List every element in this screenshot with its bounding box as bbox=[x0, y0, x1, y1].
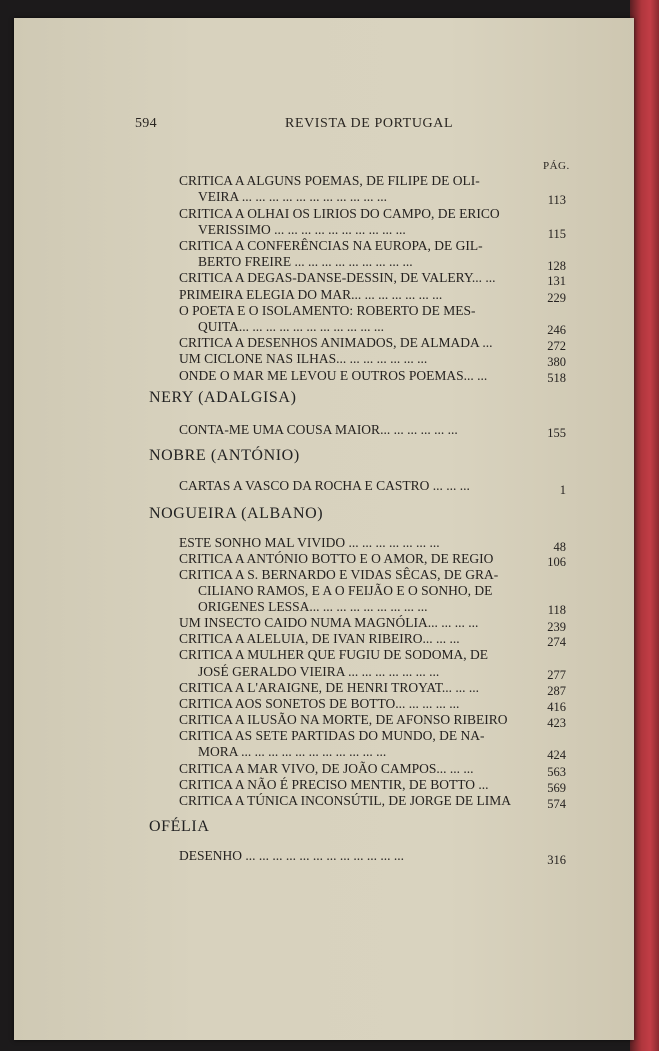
book-page bbox=[14, 18, 634, 1040]
entry-page-number: 424 bbox=[547, 748, 566, 762]
index-entry: CRITICA AOS SONETOS DE BOTTO... ... ... ... ... bbox=[179, 696, 460, 711]
entry-page-number: 106 bbox=[547, 555, 566, 569]
index-entry: CRITICA A OLHAI OS LIRIOS DO CAMPO, DE ERICO bbox=[179, 206, 500, 221]
entry-page-number: 131 bbox=[547, 274, 566, 288]
entry-page-number: 246 bbox=[547, 323, 566, 337]
entry-page-number: 274 bbox=[547, 635, 566, 649]
index-entry: ESTE SONHO MAL VIVIDO ... ... ... ... ... ... ... bbox=[179, 535, 440, 550]
index-entry: CRITICA A DEGAS-DANSE-DESSIN, DE VALERY... ... bbox=[179, 270, 496, 285]
index-entry: DESENHO ... ... ... ... ... ... ... ... ... ... ... ... bbox=[179, 848, 404, 863]
index-entry: CONTA-ME UMA COUSA MAIOR... ... ... ... ... ... bbox=[179, 422, 458, 437]
index-entry: CRITICA A NÃO É PRECISO MENTIR, DE BOTTO ... bbox=[179, 777, 489, 792]
entry-page-number: 569 bbox=[547, 781, 566, 795]
entry-page-number: 277 bbox=[547, 668, 566, 682]
page-header bbox=[135, 116, 655, 136]
entry-page-number: 239 bbox=[547, 620, 566, 634]
index-entry: CRITICA AS SETE PARTIDAS DO MUNDO, DE NA- bbox=[179, 728, 485, 743]
entry-page-number: 563 bbox=[547, 765, 566, 779]
entry-page-number: 118 bbox=[547, 603, 566, 617]
entry-page-number: 115 bbox=[547, 227, 566, 241]
author-heading: NERY (ADALGISA) bbox=[149, 389, 297, 406]
index-entry: QUITA... ... ... ... ... ... ... ... ... ... ... bbox=[198, 319, 385, 334]
index-entry: O POETA E O ISOLAMENTO: ROBERTO DE MES- bbox=[179, 303, 476, 318]
entry-page-number: 272 bbox=[547, 339, 566, 353]
index-entry: PRIMEIRA ELEGIA DO MAR... ... ... ... ... ... ... bbox=[179, 287, 443, 302]
author-heading: NOGUEIRA (ALBANO) bbox=[149, 505, 324, 522]
book-edge bbox=[630, 0, 659, 1051]
entry-page-number: 1 bbox=[559, 483, 566, 497]
index-entry: CRITICA A MAR VIVO, DE JOÃO CAMPOS... ... ... bbox=[179, 761, 474, 776]
index-entry: CARTAS A VASCO DA ROCHA E CASTRO ... ... ... bbox=[179, 478, 470, 493]
author-heading: NOBRE (ANTÓNIO) bbox=[149, 447, 300, 464]
index-entry: VERISSIMO ... ... ... ... ... ... ... ... ... ... bbox=[198, 222, 406, 237]
index-entry: CRITICA A DESENHOS ANIMADOS, DE ALMADA ... bbox=[179, 335, 493, 350]
index-entry: MORA ... ... ... ... ... ... ... ... ... ... ... bbox=[198, 744, 387, 759]
entry-page-number: 128 bbox=[547, 259, 566, 273]
entry-page-number: 518 bbox=[547, 371, 566, 385]
page-number: 594 bbox=[135, 116, 157, 131]
entry-page-number: 48 bbox=[553, 540, 566, 554]
index-entry: CRITICA A L'ARAIGNE, DE HENRI TROYAT... ... ... bbox=[179, 680, 480, 695]
index-entry: VEIRA ... ... ... ... ... ... ... ... ... ... ... bbox=[198, 189, 387, 204]
author-heading: OFÉLIA bbox=[149, 818, 210, 835]
index-entry: CRITICA A ALGUNS POEMAS, DE FILIPE DE OLI- bbox=[179, 173, 480, 188]
entry-page-number: 316 bbox=[547, 853, 566, 867]
entry-page-number: 155 bbox=[547, 426, 566, 440]
index-entry: ORIGENES LESSA... ... ... ... ... ... ... ... ... bbox=[198, 599, 428, 614]
entry-page-number: 287 bbox=[547, 684, 566, 698]
index-entry: CRITICA A TÚNICA INCONSÚTIL, DE JORGE DE LIMA bbox=[179, 793, 512, 808]
page-column-label: PÁG. bbox=[543, 160, 570, 172]
entry-page-number: 416 bbox=[547, 700, 566, 714]
index-entry: UM INSECTO CAIDO NUMA MAGNÓLIA... ... ... ... bbox=[179, 615, 479, 630]
index-entry: ONDE O MAR ME LEVOU E OUTROS POEMAS... ... bbox=[179, 368, 488, 383]
index-entry: CRITICA A CONFERÊNCIAS NA EUROPA, DE GIL- bbox=[179, 238, 483, 253]
index-entry: CRITICA A ILUSÃO NA MORTE, DE AFONSO RIBEIRO bbox=[179, 712, 508, 727]
index-entry: CILIANO RAMOS, E A O FEIJÃO E O SONHO, DE bbox=[198, 583, 493, 598]
index-entry: JOSÉ GERALDO VIEIRA ... ... ... ... ... ... ... bbox=[198, 664, 440, 679]
journal-title: REVISTA DE PORTUGAL bbox=[285, 116, 454, 131]
entry-page-number: 574 bbox=[547, 797, 566, 811]
entry-page-number: 113 bbox=[547, 193, 566, 207]
index-entry: CRITICA A ALELUIA, DE IVAN RIBEIRO... ... ... bbox=[179, 631, 460, 646]
entry-page-number: 229 bbox=[547, 291, 566, 305]
index-entry: CRITICA A MULHER QUE FUGIU DE SODOMA, DE bbox=[179, 647, 489, 662]
entry-page-number: 423 bbox=[547, 716, 566, 730]
index-entry: CRITICA A S. BERNARDO E VIDAS SÊCAS, DE GRA- bbox=[179, 567, 499, 582]
index-entry: UM CICLONE NAS ILHAS... ... ... ... ... ... ... bbox=[179, 351, 428, 366]
entry-page-number: 380 bbox=[547, 355, 566, 369]
index-entry: CRITICA A ANTÓNIO BOTTO E O AMOR, DE REGIO bbox=[179, 551, 494, 566]
index-entry: BERTO FREIRE ... ... ... ... ... ... ... ... ... bbox=[198, 254, 413, 269]
